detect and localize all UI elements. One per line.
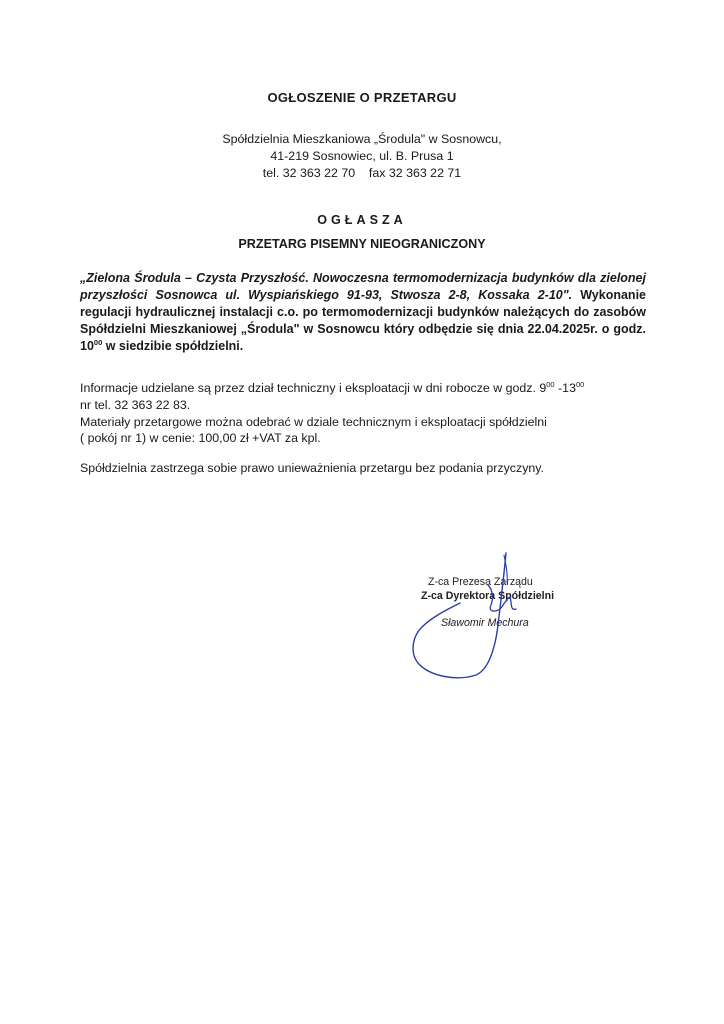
time-superscript: 00 — [93, 338, 103, 347]
tender-location: w siedzibie spółdzielni. — [102, 339, 244, 353]
cancellation-notice: Spółdzielnia zastrzega sobie prawo unieważnienia przetargu bez podania przyczyny. — [80, 461, 545, 475]
tender-details: Wykonanie regulacji hydraulicznej instalacji c.o. po termomodernizacji budynków należących do zasobów Spółdzielni Mieszkaniowej „Środula" w Sosnowcu który odbędzie się dnia 22.04.2025r. o godz. 10 — [80, 288, 646, 353]
info-hours — [80, 380, 646, 397]
address-line-phone: tel. 32 363 22 70 fax 32 363 22 71 — [262, 166, 462, 180]
tender-type-heading: PRZETARG PISEMNY NIEOGRANICZONY — [238, 237, 486, 251]
hours-end-sup: 00 — [575, 380, 585, 389]
issuer-address — [0, 131, 724, 182]
tender-description — [80, 270, 646, 355]
info-materials: Materiały przetargowe można odebrać w dziale technicznym i eksploatacji spółdzielni — [80, 414, 547, 429]
announces-heading: OGŁASZA — [317, 213, 407, 227]
info-hours-text: Informacje udzielane są przez dział techniczny i eksploatacji w dni robocze w godz. 9 — [80, 381, 547, 395]
stamp-title-1: Z-ca Prezesa Zarządu — [428, 576, 533, 588]
info-price: ( pokój nr 1) w cenie: 100,00 zł +VAT za kpl. — [80, 431, 321, 446]
handwritten-signature — [408, 545, 538, 685]
document-heading: OGŁOSZENIE O PRZETARGU — [267, 90, 457, 105]
hours-dash: -13 — [554, 381, 576, 395]
stamp-name: Sławomir Mechura — [441, 617, 529, 629]
info-section — [80, 380, 646, 447]
address-line-street: 41-219 Sosnowiec, ul. B. Prusa 1 — [270, 149, 454, 163]
stamp-title-2: Z-ca Dyrektora Spółdzielni — [421, 590, 555, 602]
hours-start-sup: 00 — [546, 380, 555, 389]
info-phone: nr tel. 32 363 22 83. — [80, 397, 191, 412]
project-title: „Zielona Środula – Czysta Przyszłość. Nowoczesna termomodernizacja budynków dla zielonej przyszłości Sosnowca ul. Wyspiańskiego 91-93, Stwosza 2-8, Kossaka 2-10". — [80, 271, 646, 302]
address-line-name: Spółdzielnia Mieszkaniowa „Środula" w Sosnowcu, — [222, 132, 502, 146]
